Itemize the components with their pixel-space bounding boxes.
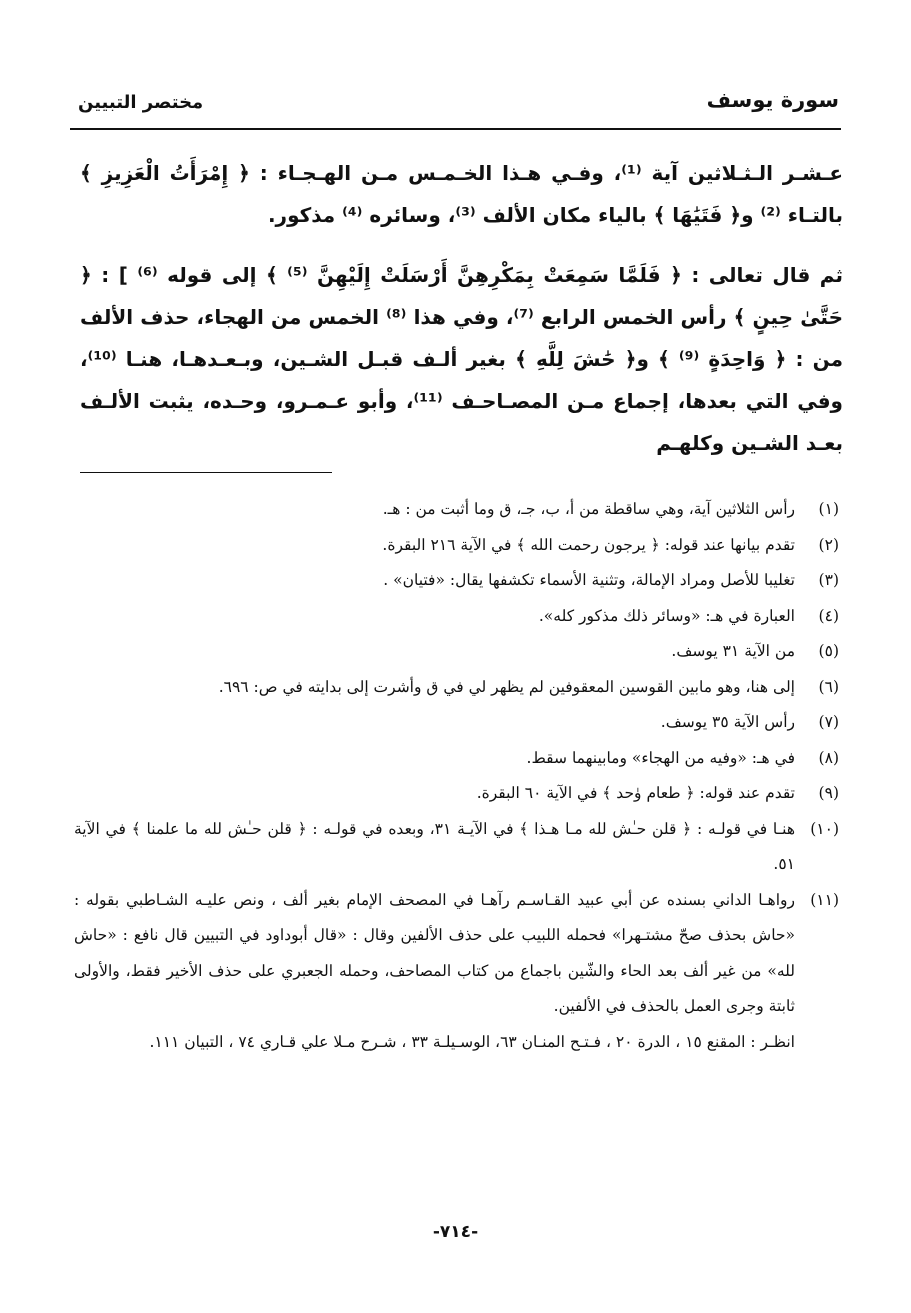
footnote-separator [80, 472, 332, 473]
footnote-text: رأس الآية ٣٥ يوسف. [660, 713, 795, 731]
footnote-9 [74, 776, 839, 812]
footnote-11 [74, 883, 839, 1025]
footnote-text: إلى هنا، وهو مابين القوسين المعقوفين لم يظهر لي في ق وأشرت إلى بدايته في ص: ٦٩٦. [218, 677, 795, 696]
footnote-text: تقدم بيانها عند قوله: ﴿ يرجون رحمت الله ﴾ في الآية ٢١٦ البقرة. [382, 535, 795, 554]
footnote-references [74, 1025, 839, 1061]
footnote-number: (١١) [810, 890, 839, 909]
footnote-4 [74, 599, 839, 635]
footnote-text: رواهـا الداني بسنده عن أبي عبيد القـاسـم رآهـا في المصحف الإمام بغير ألف ، ونص عليـه الشـاطبي بقوله : «حاش بحذف صحّ مشتـهرا» فحمله اللبيب على حذف الألفين وقال : «قال أبوداود في التبيين قال نافع : «حاش لله» من غير ألف بعد الحاء والشّين باجماع من كتاب المصاحف، وحمله الجعبري على حذف الأخير فقط، والأولى ثابتة وجرى العمل بالحذف في الألفين. [74, 890, 795, 1015]
main-paragraph-2: ثم قال تعالى : ﴿ فَلَمَّا سَمِعَتْ بِمَكْرِهِنَّ أَرْسَلَتْ إِلَيْهِنَّ ⁽⁵⁾ ﴾ إلى قوله ⁽⁶⁾ ] : ﴿ حَتَّىٰ حِينٍ ﴾ رأس الخمس الرابع ⁽⁷⁾، وفي هذا ⁽⁸⁾ الخمس من الهجاء، حذف الألف من : ﴿ وَاحِدَةٍ ⁽⁹⁾ ﴾ و﴿ حَٰشَ لِلَّهِ ﴾ بغير ألـف قبـل الشـين، وبـعـدهـا، هنـا ⁽¹⁰⁾، وفي التي بعدها، إجماع مـن المصـاحـف ⁽¹¹⁾، وأبو عـمـرو، وحـده، يثبت الألـف بعـد الشـين وكلهـم [80, 263, 844, 455]
footnote-5 [74, 634, 839, 670]
main-paragraph-1: عـشـر الـثـلاثين آية ⁽¹⁾، وفـي هـذا الخـمـس مـن الهـجـاء : ﴿ إِمْرَأَتُ الْعَزِيزِ ﴾ بالتـاء ⁽²⁾ و﴿ فَتَيَٰهَا ﴾ بالياء مكان الألف ⁽³⁾، وسائره ⁽⁴⁾ مذكور. [80, 161, 843, 227]
footnote-text: تغليبا للأصل ومراد الإمالة، وتثنية الأسماء تكشفها يقال: «فتيان» . [383, 571, 795, 589]
footnotes [74, 492, 839, 1060]
footnote-text: من الآية ٣١ يوسف. [671, 642, 795, 660]
footnote-number: (١) [818, 500, 839, 518]
footnote-number: (٦) [818, 677, 839, 696]
surah-title: سورة يوسف [706, 88, 839, 112]
book-title: مختصر التبيين [78, 92, 204, 113]
footnote-text: العبارة في هـ: «وسائر ذلك مذكور كله». [538, 606, 795, 625]
page-number: -٧١٤- [432, 1222, 479, 1242]
footnote-1 [74, 492, 839, 528]
main-text [80, 152, 843, 464]
footnote-6 [74, 670, 839, 706]
footnote-7 [74, 705, 839, 741]
footnote-text: في هـ: «وفيه من الهجاء» ومابينهما سقط. [526, 748, 795, 767]
footnote-number: (٤) [818, 606, 839, 625]
footnote-text: رأس الثلاثين آية، وهي ساقطة من أ، ب، جـ، ق وما أثبت من : هـ. [382, 500, 795, 518]
footnote-number: (١٠) [810, 819, 839, 838]
footnote-3 [74, 563, 839, 599]
footnote-2 [74, 528, 839, 564]
footnote-number: (٥) [818, 642, 839, 660]
footnote-8 [74, 741, 839, 777]
footnote-text: انظـر : المقنع ١٥ ، الدرة ٢٠ ، فـتـح المنـان ٦٣، الوسـيلـة ٣٣ ، شـرح مـلا علي قـاري ٧٤ ، التبيان ١١١. [149, 1032, 795, 1051]
footnote-number: (٨) [818, 748, 839, 767]
footnote-10 [74, 812, 839, 883]
footnote-text: هنـا في قولـه : ﴿ قلن حـٰش لله مـا هـذا ﴾ في الآيـة ٣١، وبعده في قولـه : ﴿ قلن حـٰش لله ما علمنا ﴾ في الآية ٥١. [74, 819, 796, 873]
footnote-number: (٣) [818, 571, 839, 589]
footnote-text: تقدم عند قوله: ﴿ طعام وٰحد ﴾ في الآية ٦٠ البقرة. [476, 784, 795, 802]
header-rule [70, 128, 841, 130]
footnote-number: (٩) [818, 784, 839, 802]
footnote-number: (٢) [818, 535, 839, 554]
footnote-number: (٧) [818, 713, 839, 731]
